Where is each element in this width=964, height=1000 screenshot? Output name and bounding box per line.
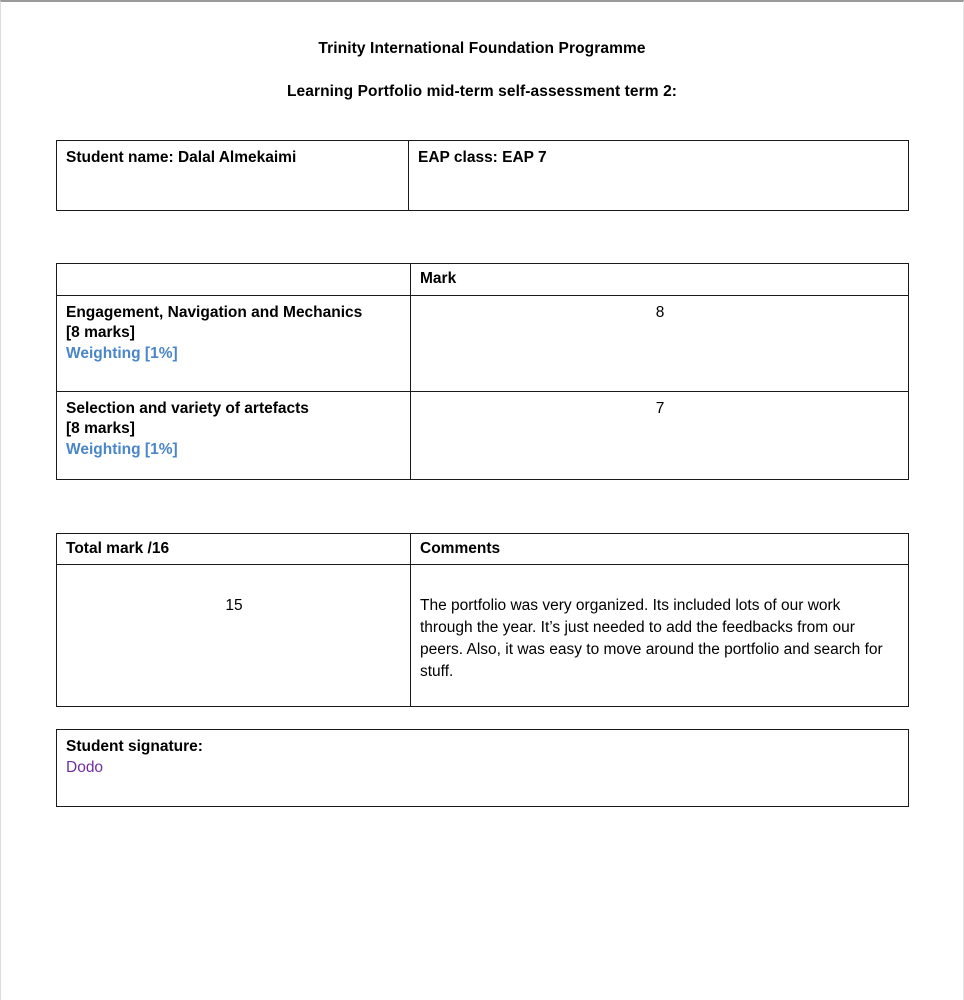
criterion-title-2: Selection and variety of artefacts <box>66 399 309 417</box>
document-body <box>1 2 963 807</box>
total-mark-header-cell <box>57 533 411 564</box>
total-mark-value-cell <box>57 565 411 707</box>
signature-cell <box>57 730 909 807</box>
student-name-cell <box>57 141 409 211</box>
page-title: Trinity International Foundation Programme <box>318 40 646 57</box>
eap-class-cell <box>409 141 909 211</box>
criterion-cell-1 <box>57 295 411 391</box>
criterion-weighting-1: Weighting [1%] <box>66 344 178 362</box>
criterion-cell-2 <box>57 391 411 479</box>
student-info-table <box>56 140 909 211</box>
criterion-mark-value-1: 8 <box>655 303 665 321</box>
criterion-marks-2: [8 marks] <box>66 420 135 438</box>
signature-value: Dodo <box>66 758 104 776</box>
table-row <box>57 565 909 707</box>
mark-header-label: Mark <box>420 270 457 288</box>
comments-text: The portfolio was very organized. Its included lots of our work through the year. It’s just needed to add the feedbacks from our peers. Also, it was easy to move around the portfolio and search for stuff. <box>420 597 883 681</box>
criterion-title-1: Engagement, Navigation and Mechanics <box>66 303 363 321</box>
table-row <box>57 295 909 391</box>
table-header-row <box>57 264 909 295</box>
student-name-label: Student name: Dalal Almekaimi <box>66 149 297 167</box>
criterion-mark-cell-2 <box>411 391 909 479</box>
table-row <box>57 730 909 807</box>
table-row <box>57 391 909 479</box>
criterion-mark-cell-1 <box>411 295 909 391</box>
criteria-header-blank-cell <box>57 264 411 295</box>
comments-header-cell <box>411 533 909 564</box>
table-header-row <box>57 533 909 564</box>
eap-class-label: EAP class: EAP 7 <box>418 149 547 167</box>
title-block <box>56 2 908 101</box>
total-mark-label: Total mark /16 <box>66 539 170 557</box>
total-comments-table <box>56 533 909 707</box>
page-subtitle: Learning Portfolio mid-term self-assessment term 2: <box>286 82 678 100</box>
criteria-mark-table <box>56 263 909 479</box>
criterion-weighting-2: Weighting [1%] <box>66 440 178 458</box>
signature-label: Student signature: <box>66 738 203 756</box>
total-mark-value: 15 <box>225 597 243 615</box>
signature-table <box>56 729 909 807</box>
table-row <box>57 141 909 211</box>
comments-label: Comments <box>420 539 501 557</box>
comments-value-cell <box>411 565 909 707</box>
mark-header-cell <box>411 264 909 295</box>
criterion-marks-1: [8 marks] <box>66 324 135 342</box>
criterion-mark-value-2: 7 <box>655 399 665 417</box>
